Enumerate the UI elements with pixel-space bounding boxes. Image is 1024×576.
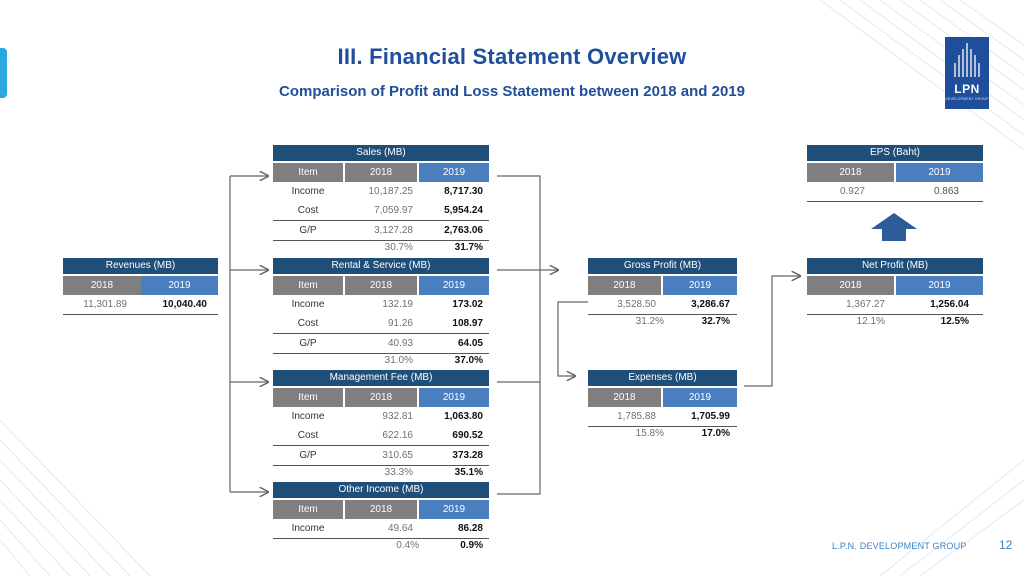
net-profit-table xyxy=(807,258,983,329)
gross-profit-2019-value: 3,286.67 xyxy=(691,299,730,310)
table-row: Income 49.64 86.28 xyxy=(291,523,483,534)
page-title: III. Financial Statement Overview xyxy=(337,44,687,69)
eps-2019-value: 0.863 xyxy=(933,186,959,197)
eps-table xyxy=(807,145,983,202)
logo-subtext: DEVELOPMENT GROUP xyxy=(945,97,989,101)
net-profit-pct-2019: 12.5% xyxy=(940,316,969,327)
sales-col-2018: 2018 xyxy=(345,163,417,182)
rental-title: Rental & Service (MB) xyxy=(273,258,489,274)
net-profit-col-2019: 2019 xyxy=(896,276,983,295)
up-arrow-icon xyxy=(871,213,917,241)
revenues-2018-value: 11,301.89 xyxy=(83,299,127,310)
expenses-col-2019: 2019 xyxy=(663,388,737,407)
gross-profit-col-2018: 2018 xyxy=(588,276,661,295)
revenues-col-2019: 2019 xyxy=(141,276,218,295)
management-col-2019: 2019 xyxy=(419,388,489,407)
rental-pct-2019: 37.0% xyxy=(454,355,483,366)
table-row: Income 932.81 1,063.80 xyxy=(291,411,483,422)
table-row xyxy=(588,314,737,329)
expenses-pct-2019: 17.0% xyxy=(701,428,730,439)
table-row: Cost 91.26 108.97 xyxy=(297,318,483,329)
rental-service-table xyxy=(273,258,489,368)
table-row xyxy=(807,182,983,202)
table-row: G/P 310.65 373.28 xyxy=(273,445,489,465)
sales-col-2019: 2019 xyxy=(419,163,489,182)
management-pct-2019: 35.1% xyxy=(454,467,483,478)
net-profit-col-2018: 2018 xyxy=(807,276,894,295)
management-pct-2018: 33.3% xyxy=(384,467,413,478)
table-row xyxy=(588,407,737,426)
other-pct-2019: 0.9% xyxy=(460,540,483,551)
gross-profit-table xyxy=(588,258,737,329)
gross-profit-pct-2018: 31.2% xyxy=(635,316,664,327)
gross-profit-col-2019: 2019 xyxy=(663,276,737,295)
footer-company: L.P.N. DEVELOPMENT GROUP xyxy=(832,541,967,551)
table-row: Income 10,187.25 8,717.30 xyxy=(291,186,483,197)
net-profit-title: Net Profit (MB) xyxy=(807,258,983,274)
revenues-2019-value: 10,040.40 xyxy=(162,299,207,310)
eps-title: EPS (Baht) xyxy=(807,145,983,161)
revenues-col-2018: 2018 xyxy=(63,276,141,295)
revenues-table xyxy=(63,258,218,315)
table-row: Cost 622.16 690.52 xyxy=(297,430,483,441)
table-row xyxy=(273,465,489,480)
table-row xyxy=(273,538,489,553)
sales-title: Sales (MB) xyxy=(273,145,489,161)
gross-profit-2018-value: 3,528.50 xyxy=(617,299,656,310)
expenses-title: Expenses (MB) xyxy=(588,370,737,386)
net-profit-2018-value: 1,367.27 xyxy=(846,299,885,310)
table-row xyxy=(273,240,489,255)
eps-2018-value: 0.927 xyxy=(839,186,865,197)
eps-col-2018: 2018 xyxy=(807,163,894,182)
table-row xyxy=(807,314,983,329)
table-row: Cost 7,059.97 5,954.24 xyxy=(297,205,483,216)
net-profit-pct-2018: 12.1% xyxy=(856,316,885,327)
rental-pct-2018: 31.0% xyxy=(384,355,413,366)
management-col-item: Item xyxy=(273,388,343,407)
table-row xyxy=(63,295,218,315)
other-col-2018: 2018 xyxy=(345,500,417,519)
sales-col-item: Item xyxy=(273,163,343,182)
table-row xyxy=(588,426,737,441)
table-row xyxy=(273,353,489,368)
table-row: G/P 3,127.28 2,763.06 xyxy=(273,220,489,240)
revenues-title: Revenues (MB) xyxy=(63,258,218,274)
other-pct-2018: 0.4% xyxy=(396,540,419,551)
page-number: 12 xyxy=(999,538,1013,552)
other-col-item: Item xyxy=(273,500,343,519)
table-row: G/P 40.93 64.05 xyxy=(273,333,489,353)
expenses-table xyxy=(588,370,737,441)
expenses-col-2018: 2018 xyxy=(588,388,661,407)
table-row: Income 132.19 173.02 xyxy=(291,299,483,310)
table-row xyxy=(588,295,737,314)
logo-text: LPN xyxy=(954,82,980,96)
sales-pct-2019: 31.7% xyxy=(454,242,483,253)
expenses-pct-2018: 15.8% xyxy=(635,428,664,439)
expenses-2019-value: 1,705.99 xyxy=(691,411,730,422)
management-fee-table xyxy=(273,370,489,480)
gross-profit-title: Gross Profit (MB) xyxy=(588,258,737,274)
expenses-2018-value: 1,785.88 xyxy=(617,411,656,422)
table-row xyxy=(807,295,983,314)
rental-col-2019: 2019 xyxy=(419,276,489,295)
other-col-2019: 2019 xyxy=(419,500,489,519)
gross-profit-pct-2019: 32.7% xyxy=(701,316,730,327)
page-subtitle: Comparison of Profit and Loss Statement between 2018 and 2019 xyxy=(279,83,745,100)
other-income-table xyxy=(273,482,489,553)
sales-table xyxy=(273,145,489,255)
management-col-2018: 2018 xyxy=(345,388,417,407)
rental-col-item: Item xyxy=(273,276,343,295)
rental-col-2018: 2018 xyxy=(345,276,417,295)
net-profit-2019-value: 1,256.04 xyxy=(930,299,969,310)
other-title: Other Income (MB) xyxy=(273,482,489,498)
sales-pct-2018: 30.7% xyxy=(384,242,413,253)
eps-col-2019: 2019 xyxy=(896,163,983,182)
management-title: Management Fee (MB) xyxy=(273,370,489,386)
